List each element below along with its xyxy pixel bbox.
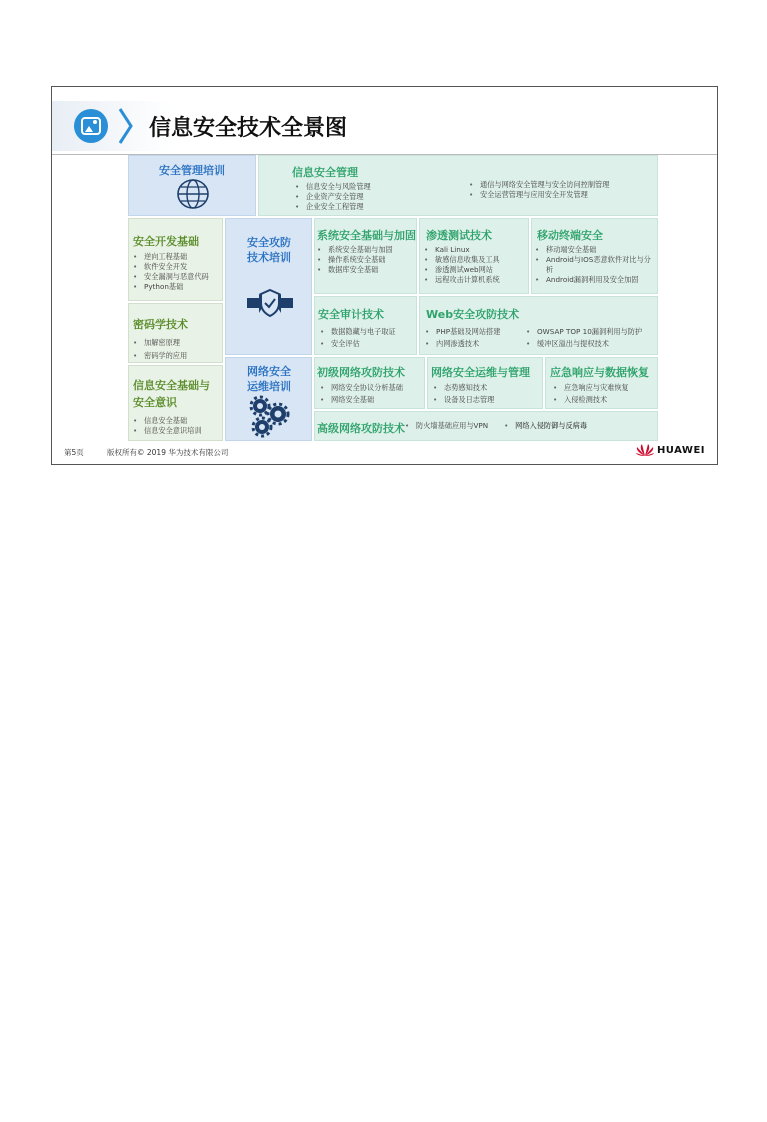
list-item: • 安全评估 <box>318 338 396 350</box>
globe-icon <box>175 178 211 210</box>
list-item: • 企业资产安全管理 <box>293 192 371 202</box>
list-item: • 缓冲区溢出与提权技术 <box>524 338 642 350</box>
audit-list <box>318 326 396 350</box>
mobile-list <box>533 245 657 285</box>
incident-list <box>551 382 629 406</box>
gears-icon <box>248 394 292 438</box>
mgmt-training-title: 安全管理培训 <box>159 164 225 177</box>
list-item: • 设备及日志管理 <box>431 394 494 406</box>
chevron-icon <box>118 107 134 145</box>
list-item: • 网络安全基础 <box>318 394 403 406</box>
basic-net-attack-title: 初级网络攻防技术 <box>317 366 405 379</box>
list-item: • 远程攻击计算机系统 <box>422 275 500 285</box>
list-item: • 系统安全基础与加固 <box>315 245 393 255</box>
mgmt-training-box <box>128 155 256 216</box>
netops-mgmt-title: 网络安全运维与管理 <box>431 366 530 379</box>
list-item: • 敏感信息收集及工具 <box>422 255 500 265</box>
list-item: • 安全漏洞与恶意代码 <box>131 272 209 282</box>
list-item: • 应急响应与灾难恢复 <box>551 382 629 394</box>
sys-hardening-box <box>314 218 417 294</box>
basics-list <box>131 416 202 436</box>
shield-network-icon <box>247 287 293 319</box>
web-box <box>419 296 658 355</box>
list-item: • 安全运营管理与应用安全开发管理 <box>467 190 609 200</box>
web-left-list <box>423 326 500 350</box>
list-item: • 网络入侵防御与反病毒 <box>502 421 587 431</box>
list-item: • 入侵检测技术 <box>551 394 629 406</box>
list-item: • OWSAP TOP 10漏洞利用与防护 <box>524 326 642 338</box>
info-sec-mgmt-right-list <box>467 180 609 200</box>
pentest-list <box>422 245 500 285</box>
list-item: • Android漏洞利用及安全加固 <box>533 275 657 285</box>
pentest-box <box>419 218 529 294</box>
list-item: • 信息安全意识培训 <box>131 426 202 436</box>
mobile-box <box>531 218 658 294</box>
info-sec-mgmt-left-list <box>293 182 371 212</box>
attack-def-training-box <box>225 218 312 355</box>
netops-training-box <box>225 357 312 441</box>
list-item: • 渗透测试web网站 <box>422 265 500 275</box>
secure-dev-box <box>128 218 223 301</box>
sys-hardening-title: 系统安全基础与加固 <box>317 229 416 242</box>
crypto-title: 密码学技术 <box>133 318 188 331</box>
attack-def-training-title: 安全攻防技术培训 <box>247 236 291 264</box>
audit-title: 安全审计技术 <box>318 308 384 321</box>
list-item: • Python基础 <box>131 282 209 292</box>
list-item: • 信息安全与风险管理 <box>293 182 371 192</box>
adv-net-attack-list <box>403 421 587 431</box>
list-item: • 通信与网络安全管理与安全访问控制管理 <box>467 180 609 190</box>
basics-box <box>128 365 223 441</box>
basic-net-attack-list <box>318 382 403 406</box>
netops-mgmt-list <box>431 382 494 406</box>
huawei-logo <box>636 443 705 457</box>
crypto-list <box>131 336 187 362</box>
footer-page-number: 第5页 <box>64 448 84 457</box>
slide <box>51 86 718 465</box>
adv-net-attack-box <box>314 411 658 441</box>
netops-mgmt-box <box>427 357 543 409</box>
secure-dev-title: 安全开发基础 <box>133 235 199 248</box>
list-item: • 密码学的应用 <box>131 349 187 362</box>
list-item: • 操作系统安全基础 <box>315 255 393 265</box>
list-item: • 信息安全基础 <box>131 416 202 426</box>
list-item: • PHP基础及网站搭建 <box>423 326 500 338</box>
list-item: • 网络安全协议分析基础 <box>318 382 403 394</box>
footer-copyright: 版权所有© 2019 华为技术有限公司 <box>107 448 229 457</box>
huawei-petal-icon <box>636 443 654 457</box>
page-title: 信息安全技术全景图 <box>149 116 348 141</box>
huawei-wordmark: HUAWEI <box>656 444 705 456</box>
list-item: • Android与IOS恶意软件对比与分析 <box>533 255 651 275</box>
list-item: • 数据隐藏与电子取证 <box>318 326 396 338</box>
basics-title: 信息安全基础与安全意识 <box>133 379 210 409</box>
list-item: • 企业安全工程管理 <box>293 202 371 212</box>
web-title: Web安全攻防技术 <box>426 308 520 321</box>
sys-hardening-list <box>315 245 393 275</box>
list-item: • 防火墙基础应用与VPN <box>403 421 488 431</box>
basic-net-attack-box <box>314 357 425 409</box>
list-item: • Kali Linux <box>422 245 500 255</box>
incident-title: 应急响应与数据恢复 <box>550 366 649 379</box>
mobile-title: 移动终端安全 <box>537 229 603 242</box>
adv-net-attack-title: 高级网络攻防技术 <box>317 422 405 435</box>
incident-box <box>545 357 658 409</box>
secure-dev-list <box>131 252 209 292</box>
list-item: • 移动端安全基础 <box>533 245 657 255</box>
audit-box <box>314 296 417 355</box>
image-icon <box>74 109 108 143</box>
pentest-title: 渗透测试技术 <box>426 229 492 242</box>
list-item: • 加解密原理 <box>131 336 187 349</box>
info-sec-mgmt-box <box>258 155 658 216</box>
list-item: • 软件安全开发 <box>131 262 209 272</box>
info-sec-mgmt-title: 信息安全管理 <box>292 166 358 179</box>
list-item: • 内网渗透技术 <box>423 338 500 350</box>
list-item: • 数据库安全基础 <box>315 265 393 275</box>
netops-training-title: 网络安全运维培训 <box>247 365 291 393</box>
crypto-box <box>128 303 223 363</box>
list-item: • 态势感知技术 <box>431 382 494 394</box>
list-item: • 逆向工程基础 <box>131 252 209 262</box>
web-right-list <box>524 326 642 350</box>
